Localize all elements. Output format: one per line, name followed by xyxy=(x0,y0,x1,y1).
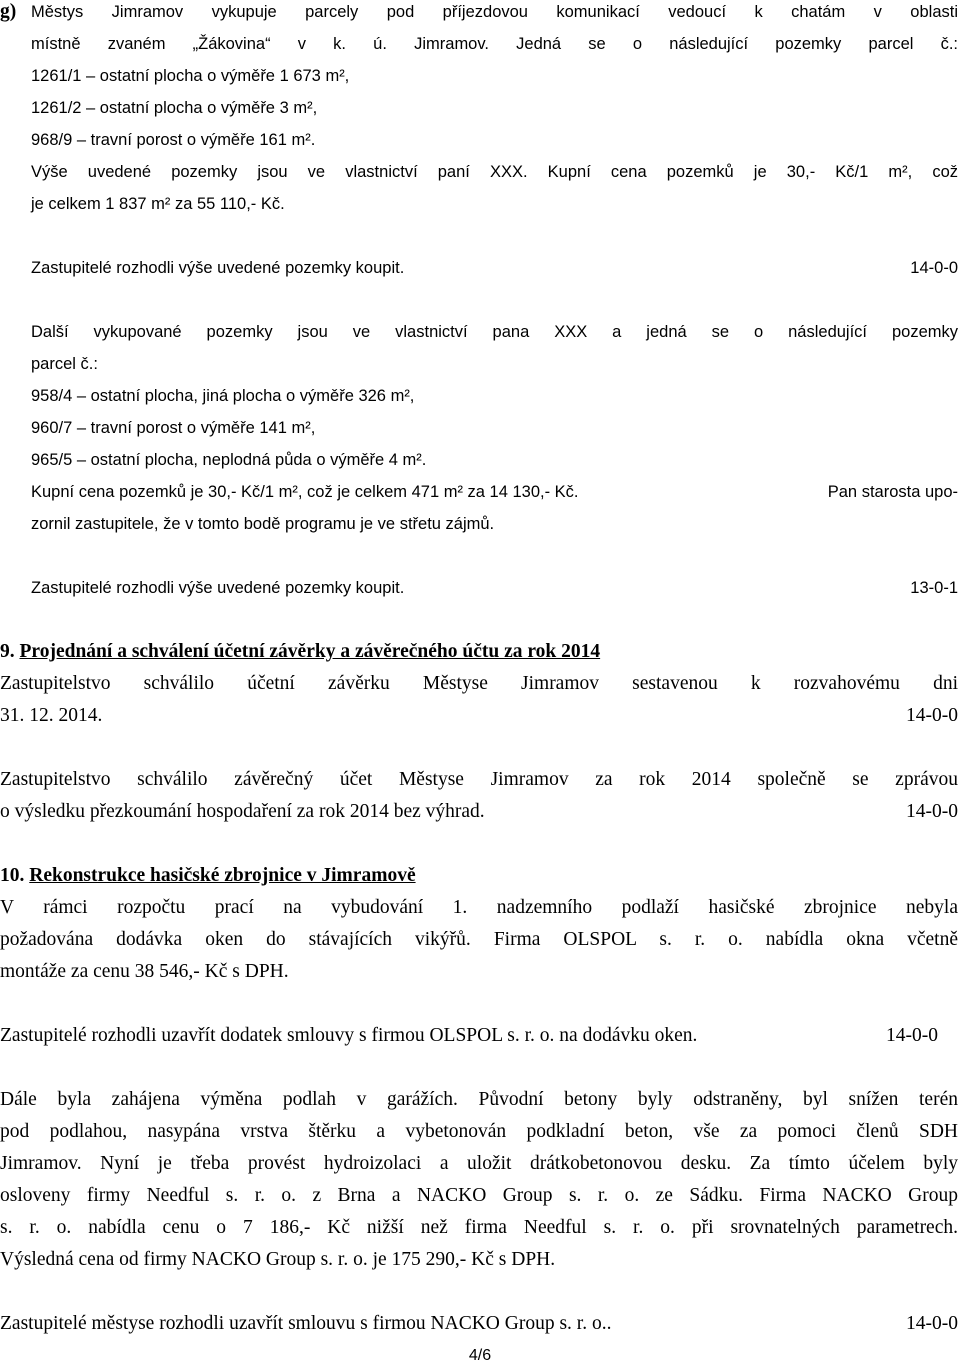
decision-row xyxy=(0,1024,938,1048)
section-number: 10. xyxy=(0,865,25,886)
parcel-item: 1261/1 – ostatní plocha o výměře 1 673 m², xyxy=(31,67,350,85)
more-parcels-line-1: Další vykupované pozemky jsou ve vlastnictví pana XXX a jedná se o následující pozemky xyxy=(31,323,958,341)
paragraph-line: pod podlahou, nasypána vrstva štěrku a vybetonován podkladní beton, vše za pomoci členů SDH xyxy=(0,1121,958,1142)
parcel-item: 968/9 – travní porost o výměře 161 m². xyxy=(31,131,316,149)
more-parcels-line-2: parcel č.: xyxy=(31,355,98,373)
paragraph-line: o výsledku přezkoumání hospodaření za rok 2014 bez výhrad. xyxy=(0,801,485,822)
paragraph-line: montáže za cenu 38 546,- Kč s DPH. xyxy=(0,961,289,982)
total-line: je celkem 1 837 m² za 55 110,- Kč. xyxy=(31,195,285,213)
item-g-line-2: místně zvaném „Žákovina“ v k. ú. Jimramov. Jedná se o následující pozemky parcel č.: xyxy=(31,35,958,53)
price-line: Kupní cena pozemků je 30,- Kč/1 m², což je celkem 471 m² za 14 130,- Kč. xyxy=(31,483,579,501)
parcel-item: 958/4 – ostatní plocha, jiná plocha o výměře 326 m², xyxy=(31,387,415,405)
decision-row xyxy=(31,256,958,280)
parcel-item: 960/7 – travní porost o výměře 141 m², xyxy=(31,419,316,437)
decision-text: Zastupitelé rozhodli výše uvedené pozemky koupit. xyxy=(31,579,405,597)
paragraph-line: V rámci rozpočtu prací na vybudování 1. nadzemního podlaží hasičské zbrojnice nebyla xyxy=(0,897,958,918)
paragraph-line: Dále byla zahájena výměna podlah v garážích. Původní betony byly odstraněny, byl snížen terén xyxy=(0,1089,958,1110)
paragraph-line: Zastupitelstvo schválilo účetní závěrku Městyse Jimramov sestavenou k rozvahovému dni xyxy=(0,673,958,694)
section-title: Rekonstrukce hasičské zbrojnice v Jimramově xyxy=(29,865,416,886)
conflict-line: zornil zastupitele, že v tomto bodě programu je ve střetu zájmů. xyxy=(31,515,495,533)
owner-line: Výše uvedené pozemky jsou ve vlastnictví paní XXX. Kupní cena pozemků je 30,- Kč/1 m², což xyxy=(31,163,958,181)
section-10-heading xyxy=(0,864,416,888)
paragraph-line: Výsledná cena od firmy NACKO Group s. r. o. je 175 290,- Kč s DPH. xyxy=(0,1249,556,1270)
page-number: 4/6 xyxy=(468,1347,492,1364)
item-g-line-1: Městys Jimramov vykupuje parcely pod příjezdovou komunikací vedoucí k chatám v oblasti xyxy=(31,3,958,21)
section-number: 9. xyxy=(0,641,15,662)
price-row xyxy=(31,480,958,504)
item-g-marker: g) xyxy=(0,1,17,22)
decision-row xyxy=(0,1312,958,1336)
section-9-heading xyxy=(0,640,600,664)
decision-text: Zastupitelé městyse rozhodli uzavřít smlouvu s firmou NACKO Group s. r. o.. xyxy=(0,1313,612,1334)
paragraph-vote-row xyxy=(0,704,958,728)
paragraph-line: Zastupitelstvo schválilo závěrečný účet Městyse Jimramov za rok 2014 společně se zprávou xyxy=(0,769,958,790)
vote-result: 13-0-1 xyxy=(910,579,958,597)
vote-result: 14-0-0 xyxy=(906,801,958,822)
vote-result: 14-0-0 xyxy=(910,259,958,277)
decision-text: Zastupitelé rozhodli uzavřít dodatek smlouvy s firmou OLSPOL s. r. o. na dodávku oken. xyxy=(0,1025,698,1046)
paragraph-line: s. r. o. nabídla cenu o 7 186,- Kč nižší než firma Needful s. r. o. při srovnatelných parametrech. xyxy=(0,1217,958,1238)
vote-result: 14-0-0 xyxy=(886,1025,938,1046)
paragraph-line: 31. 12. 2014. xyxy=(0,705,103,726)
price-line-right: Pan starosta upo- xyxy=(827,483,958,501)
parcel-item: 1261/2 – ostatní plocha o výměře 3 m², xyxy=(31,99,318,117)
paragraph-line: požadována dodávka oken do stávajících vikýřů. Firma OLSPOL s. r. o. nabídla okna včetně xyxy=(0,929,958,950)
paragraph-line: osloveny firmy Needful s. r. o. z Brna a NACKO Group s. r. o. ze Sádku. Firma NACKO Group xyxy=(0,1185,958,1206)
paragraph-vote-row xyxy=(0,800,958,824)
parcel-item: 965/5 – ostatní plocha, neplodná půda o výměře 4 m². xyxy=(31,451,427,469)
paragraph-line: Jimramov. Nyní je třeba provést hydroizolaci a uložit drátkobetonovou desku. Za tímto účelem byly xyxy=(0,1153,958,1174)
vote-result: 14-0-0 xyxy=(906,1313,958,1334)
decision-text: Zastupitelé rozhodli výše uvedené pozemky koupit. xyxy=(31,259,405,277)
vote-result: 14-0-0 xyxy=(906,705,958,726)
decision-row xyxy=(31,576,958,600)
section-title: Projednání a schválení účetní závěrky a závěrečného účtu za rok 2014 xyxy=(19,641,601,662)
